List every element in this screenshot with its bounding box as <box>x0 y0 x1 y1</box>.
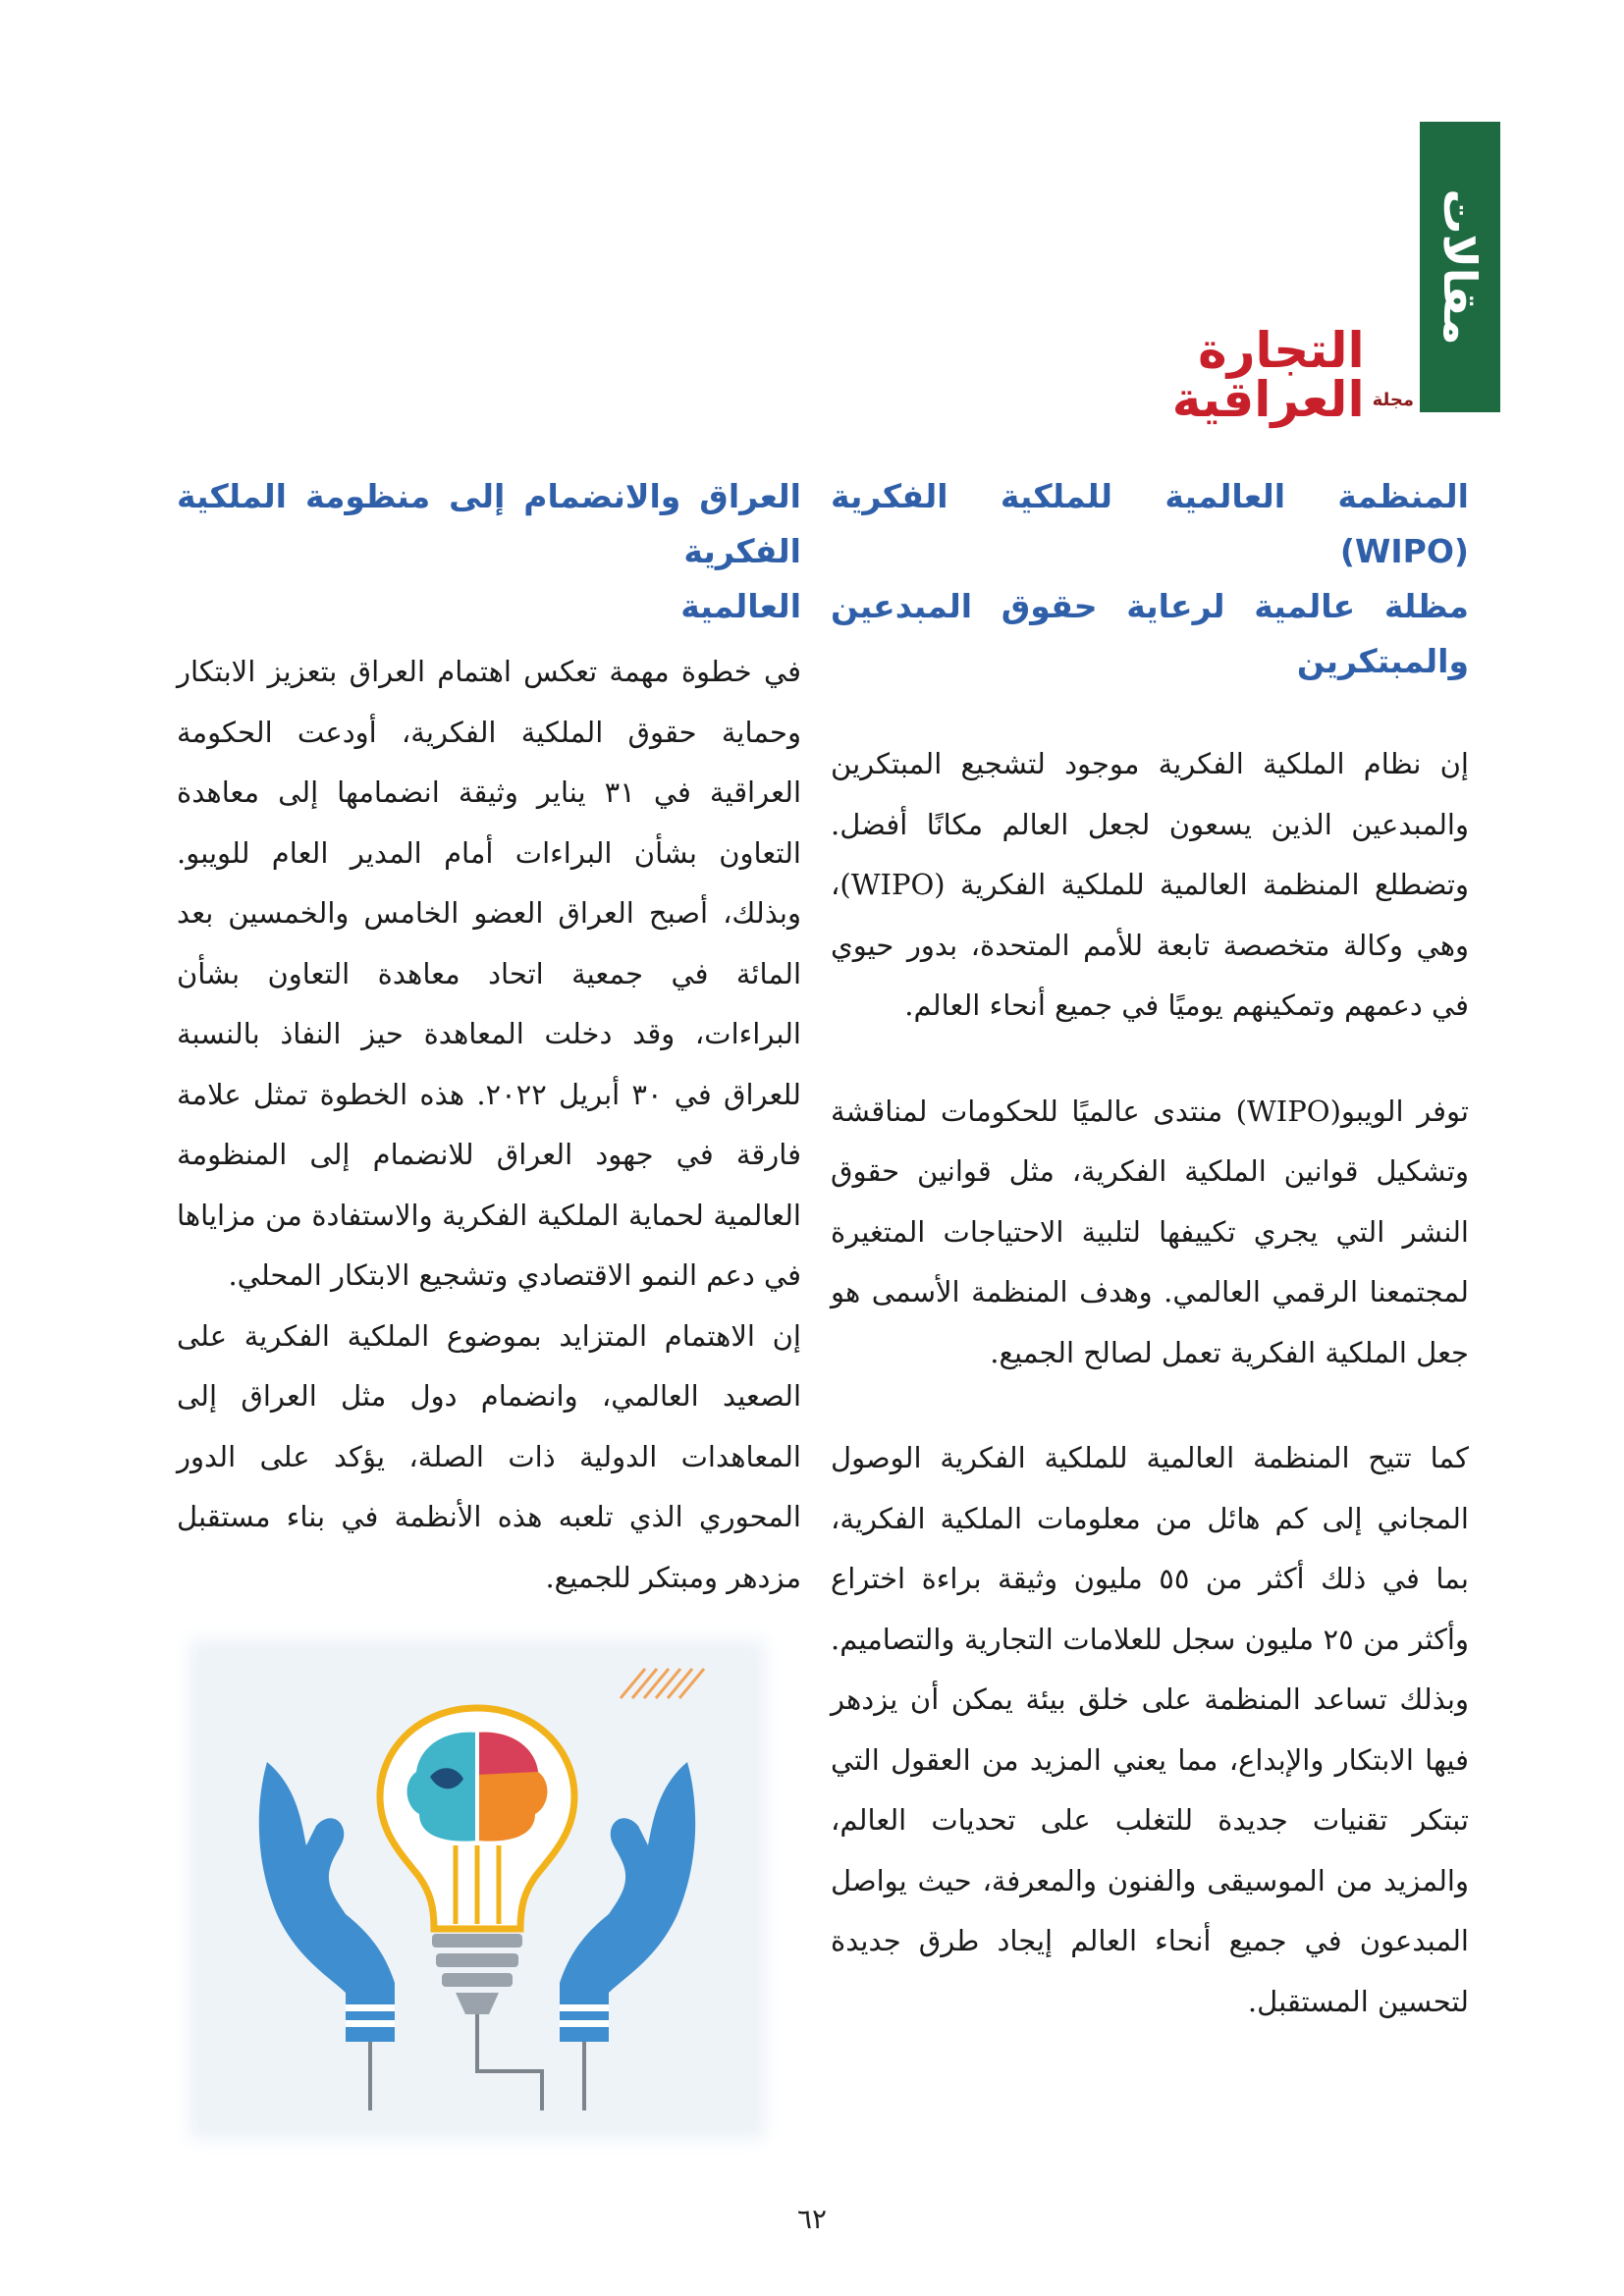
paragraph: إن نظام الملكية الفكرية موجود لتشجيع المبتكرين والمبدعين الذين يسعون لجعل العالم مكانًا أفضل. وتضطلع المنظمة العالمية للملكية الفكرية (WIPO)، وهي وكالة متخصصة تابعة للأمم المتحدة، بدور حيوي في دعمهم وتمكينهم يوميًا في جميع أنحاء العالم. <box>831 747 1469 1022</box>
section-tab-label: مقالات <box>1434 188 1487 346</box>
section-heading-line-1: العراق والانضمام إلى منظومة الملكية الفكرية <box>177 477 801 570</box>
section-heading-line-2: العالمية <box>680 587 801 625</box>
right-column <box>831 469 1469 2032</box>
right-hand-icon <box>560 1762 695 2042</box>
lightbulb-brain-hands-icon <box>198 1649 756 2130</box>
decorative-stripes <box>621 1669 704 1698</box>
magazine-masthead <box>1060 322 1414 428</box>
bulb-base <box>432 1934 522 2014</box>
left-hand-icon <box>259 1762 395 2042</box>
article-heading-line-2: مظلة عالمية لرعاية حقوق المبدعين والمبتكرين <box>831 587 1469 680</box>
paragraph: توفر الويبو(WIPO) منتدى عالميًا للحكومات لمناقشة وتشكيل قوانين الملكية الفكرية، مثل قوانين حقوق النشر التي يجري تكييفها لتلبية الاحتياجات المتغيرة لمجتمعنا الرقمي العالمي. وهدف المنظمة الأسمى هو جعل الملكية الفكرية تعمل لصالح الجميع. <box>831 1094 1469 1369</box>
illustration-graphic <box>198 1649 756 2130</box>
paragraph: في خطوة مهمة تعكس اهتمام العراق بتعزيز الابتكار وحماية حقوق الملكية الفكرية، أودعت الحكومة العراقية في ٣١ يناير وثيقة انضمامها إلى معاهدة التعاون بشأن البراءات أمام المدير العام للويبو. وبذلك، أصبح العراق العضو الخامس والخمسين بعد المائة في جمعية اتحاد معاهدة التعاون بشأن البراءات، وقد دخلت المعاهدة حيز النفاذ بالنسبة للعراق في ٣٠ أبريل ٢٠٢٢. هذه الخطوة تمثل علامة فارقة في جهود العراق للانضمام إلى المنظومة العالمية لحماية الملكية الفكرية والاستفادة من مزاياها في دعم النمو الاقتصادي وتشجيع الابتكار المحلي. <box>177 655 801 1292</box>
cords <box>370 2014 584 2110</box>
paragraph: كما تتيح المنظمة العالمية للملكية الفكرية الوصول المجاني إلى كم هائل من معلومات الملكية الفكرية، بما في ذلك أكثر من ٥٥ مليون وثيقة براءة اختراع وأكثر من ٢٥ مليون سجل للعلامات التجارية والتصاميم. وبذلك تساعد المنظمة على خلق بيئة يمكن أن يزدهر فيها الابتكار والإبداع، مما يعني المزيد من العقول التي تبتكر تقنيات جديدة للتغلب على تحديات العالم، والمزيد من الموسيقى والفنون والمعرفة، حيث يواصل المبدعون في جميع أنحاء العالم إيجاد طرق جديدة لتحسين المستقبل. <box>831 1441 1469 2018</box>
page-number: ٦٢ <box>796 2203 828 2235</box>
masthead-title: التجارة العراقية <box>1171 322 1365 428</box>
left-column <box>177 469 801 1608</box>
paragraph: إن الاهتمام المتزايد بموضوع الملكية الفكرية على الصعيد العالمي، وانضمام دول مثل العراق إلى المعاهدات الدولية ذات الصلة، يؤكد على الدور المحوري الذي تلعبه هذه الأنظمة في بناء مستقبل مزدهر ومبتكر للجميع. <box>177 1318 801 1594</box>
brain-icon <box>407 1733 548 1842</box>
masthead-small-label: مجلة <box>1372 390 1414 410</box>
article-heading-line-1: المنظمة العالمية للملكية الفكرية (WIPO) <box>831 477 1469 570</box>
section-tab <box>1420 122 1500 412</box>
